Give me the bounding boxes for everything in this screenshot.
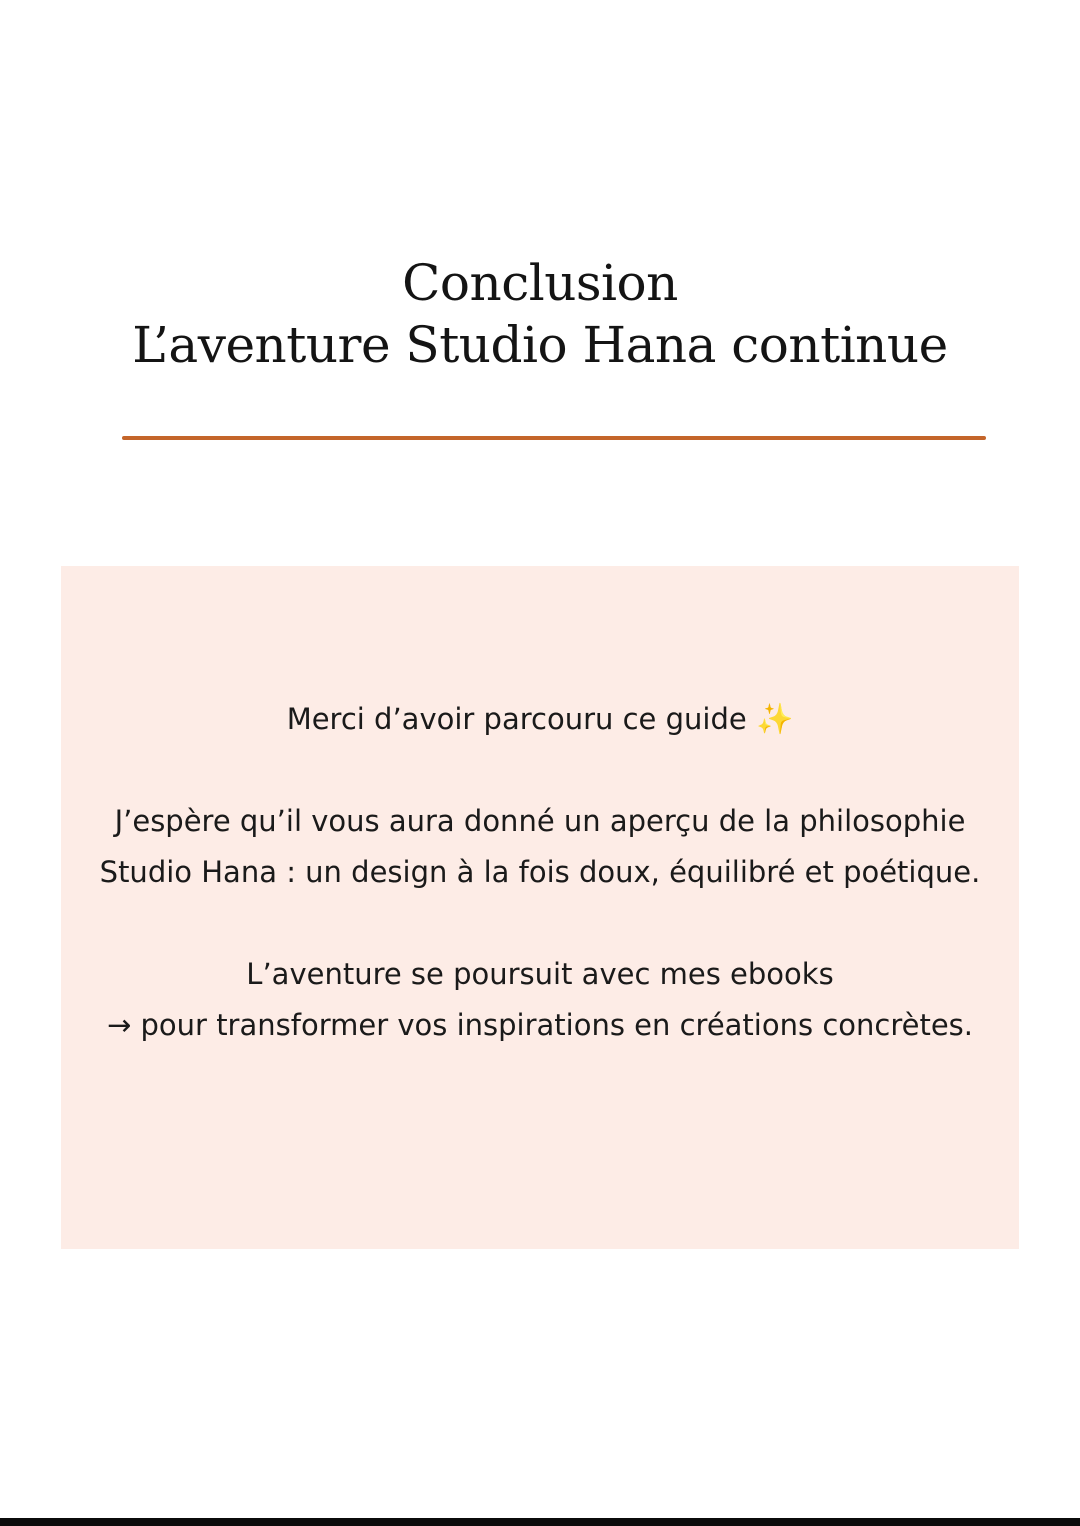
title-subtitle: L’aventure Studio Hana continue — [132, 316, 948, 374]
thanks-paragraph — [0, 694, 1080, 745]
ebooks-line-2: → pour transformer vos inspirations en créations concrètes. — [107, 1008, 973, 1042]
philosophy-line-1: J’espère qu’il vous aura donné un aperçu de la philosophie — [114, 804, 966, 838]
ebooks-line-1: L’aventure se poursuit avec mes ebooks — [246, 957, 834, 991]
bottom-edge-bar — [0, 1518, 1080, 1526]
message-text — [0, 694, 1080, 1051]
accent-divider — [122, 436, 986, 440]
philosophy-line-2: Studio Hana : un design à la fois doux, équilibré et poétique. — [99, 855, 981, 889]
philosophy-paragraph — [0, 796, 1080, 898]
sparkles-icon: ✨ — [755, 702, 794, 737]
page-title — [0, 252, 1080, 376]
title-conclusion: Conclusion — [402, 254, 678, 312]
thanks-text: Merci d’avoir parcouru ce guide — [286, 702, 747, 736]
ebooks-paragraph — [0, 949, 1080, 1051]
